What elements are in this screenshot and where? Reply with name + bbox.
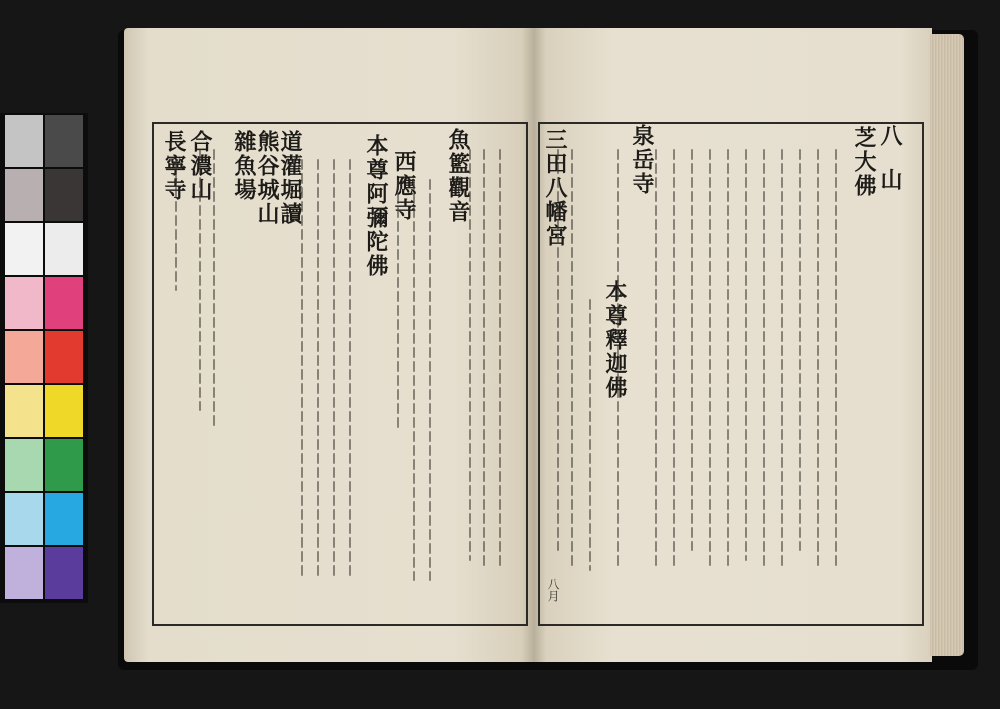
heading-honzon-shaka: 本尊釋迦佛 (602, 280, 628, 400)
heading-shiba-daibutsu: 芝大佛 (851, 126, 877, 198)
heading-chouneiji: 長寧寺 (161, 130, 187, 202)
heading-gyoran-kannon: 魚籃觀音 (445, 128, 471, 224)
heading-honzon-amida: 本尊阿彌陀佛 (363, 134, 389, 278)
heading-gouno-yama: 合濃山 (187, 130, 213, 202)
heading-yama: 山 (877, 168, 903, 192)
heading-hachi: 八 (877, 124, 903, 148)
heading-mita-hachimangu: 三田八幡宮 (542, 128, 568, 248)
heading-kumagaya-jouyama: 熊谷城山 (254, 130, 280, 226)
heading-saiouji: 西應寺 (391, 150, 417, 222)
footer-label: 八月 (546, 578, 560, 602)
heading-zakoba: 雜魚場 (231, 130, 257, 202)
heading-dokan-bori: 道灌堀讀 (277, 130, 303, 226)
heading-sengakuji: 泉岳寺 (629, 124, 655, 196)
